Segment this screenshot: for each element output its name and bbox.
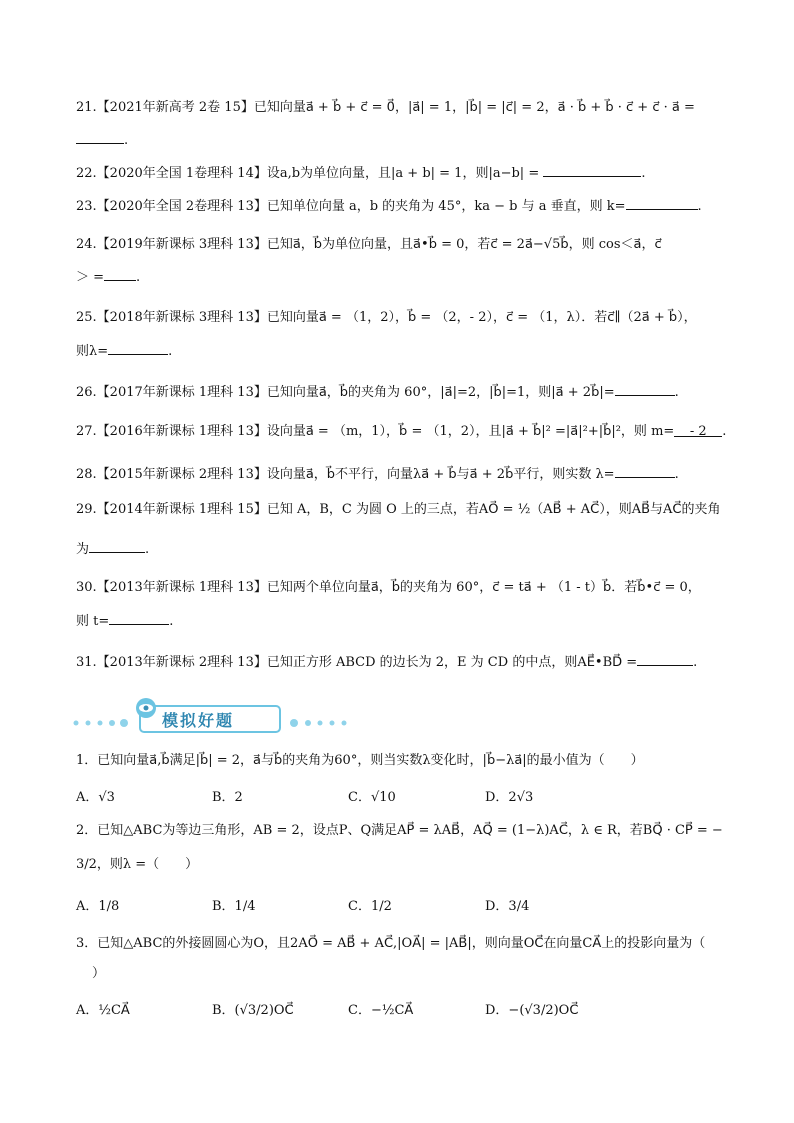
sim-problem-1-options [76, 790, 716, 808]
problem-31-end: . [693, 655, 698, 670]
sim-problem-3-cont [92, 966, 105, 982]
problem-30-cont-text: 则 t= [76, 614, 110, 629]
problem-28-end: . [674, 467, 679, 482]
answer-blank[interactable] [104, 268, 136, 281]
answer-blank[interactable] [108, 342, 168, 355]
option-c[interactable]: C．√10 [348, 790, 396, 805]
problem-22-text: 22.【2020年全国 1卷理科 14】设a,b为单位向量，且|a + b| = 1，则|a−b| = [76, 166, 540, 181]
answer-blank[interactable] [626, 197, 698, 210]
problem-29-text: 29.【2014年新课标 1理科 15】已知 A，B，C 为圆 O 上的三点，若AO⃗ = ½（AB⃗ + AC⃗），则AB⃗与AC⃗的夹角 [76, 502, 721, 517]
problem-28-text: 28.【2015年新课标 2理科 13】设向量a⃗，b⃗不平行，向量λa⃗ + b⃗与a⃗ + 2b⃗平行，则实数 λ= [76, 467, 615, 482]
sim-problem-3-text: 3．已知△ABC的外接圆圆心为O，且2AO⃗ = AB⃗ + AC⃗,|OA⃗| = |AB⃗|，则向量OC⃗在向量CA⃗上的投影向量为（ [76, 936, 706, 951]
option-a[interactable]: A．1/8 [76, 899, 120, 914]
answer-blank[interactable] [89, 540, 145, 553]
problem-26-end: . [674, 385, 679, 400]
option-d[interactable]: D．−(√3/2)OC⃗ [485, 1003, 579, 1018]
problem-25-cont [76, 342, 172, 360]
problem-29 [76, 502, 721, 518]
option-b[interactable]: B．1/4 [212, 899, 256, 914]
sim-problem-2-text: 2．已知△ABC为等边三角形，AB = 2，设点P、Q满足AP⃗ = λAB⃗，AQ⃗ = (1−λ)AC⃗，λ ∈ R，若BQ⃗ · CP⃗ = − [76, 823, 723, 838]
problem-23-text: 23.【2020年全国 2卷理科 13】已知单位向量 a，b 的夹角为 45°，ka − b 与 a 垂直，则 k= [76, 199, 626, 214]
problem-24-text: 24.【2019年新课标 3理科 13】已知a⃗，b⃗为单位向量，且a⃗•b⃗ = 0，若c⃗ = 2a⃗−√5b⃗，则 cos＜a⃗，c⃗ [76, 237, 662, 252]
option-b[interactable]: B．2 [212, 790, 243, 805]
problem-31-text: 31.【2013年新课标 2理科 13】已知正方形 ABCD 的边长为 2，E 为 CD 的中点，则AE⃗•BD⃗ = [76, 655, 638, 670]
sim-problem-3-options [76, 1003, 716, 1021]
section-banner [66, 696, 366, 736]
sim-problem-3 [76, 936, 705, 952]
answer-blank[interactable] [109, 612, 169, 625]
problem-21-cont [76, 131, 128, 149]
sim-problem-1-text: 1．已知向量a⃗,b⃗满足|b⃗| = 2，a⃗与b⃗的夹角为60°，则当实数λ变化时，|b⃗−λa⃗|的最小值为（ ） [76, 753, 644, 768]
problem-30-cont [76, 612, 173, 630]
problem-29-cont [76, 540, 149, 558]
option-c[interactable]: C．−½CA⃗ [348, 1003, 414, 1018]
problem-30-end: . [169, 614, 174, 629]
sim-problem-2-cont-text: 3/2，则λ =（ ） [76, 857, 199, 872]
problem-28 [76, 465, 679, 483]
sim-problem-2-cont [76, 857, 198, 873]
problem-25 [76, 310, 697, 326]
problem-24 [76, 237, 662, 253]
problem-23 [76, 197, 702, 215]
problem-29-cont-text: 为 [76, 542, 90, 557]
problem-25-text: 25.【2018年新课标 3理科 13】已知向量a⃗ = （1，2），b⃗ = （2，- 2），c⃗ = （1，λ）．若c⃗∥（2a⃗ + b⃗）， [76, 310, 697, 325]
problem-24-cont [76, 268, 140, 286]
problem-24-end: . [136, 270, 141, 285]
problem-30-text: 30.【2013年新课标 1理科 13】已知两个单位向量a⃗，b⃗的夹角为 60°，c⃗ = ta⃗ + （1 - t）b⃗．若b⃗•c⃗ = 0， [76, 580, 701, 595]
problem-21-text: 21.【2021年新高考 2卷 15】已知向量a⃗ + b⃗ + c⃗ = 0⃗，|a⃗| = 1，|b⃗| = |c⃗| = 2，a⃗ · b⃗ + b⃗ · c⃗ + c⃗ · a⃗ = [76, 100, 695, 115]
problem-31 [76, 653, 697, 671]
problem-26-text: 26.【2017年新课标 1理科 13】已知向量a⃗，b⃗的夹角为 60°，|a⃗|=2，|b⃗|=1，则|a⃗ + 2b⃗|= [76, 385, 615, 400]
problem-21-end: . [124, 133, 129, 148]
answer-blank[interactable] [76, 131, 124, 144]
sim-problem-2-options [76, 899, 716, 917]
problem-21 [76, 100, 695, 116]
answer-filled: - 2 [674, 424, 722, 437]
answer-blank[interactable] [543, 164, 641, 177]
eye-icon [136, 698, 156, 718]
problem-29-end: . [145, 542, 150, 557]
answer-blank[interactable] [637, 653, 693, 666]
option-c[interactable]: C．1/2 [348, 899, 392, 914]
problem-23-end: . [697, 199, 702, 214]
sim-problem-1 [76, 753, 644, 769]
sim-problem-2 [76, 823, 723, 839]
option-b[interactable]: B．(√3/2)OC⃗ [212, 1003, 294, 1018]
problem-25-cont-text: 则λ= [76, 344, 109, 359]
option-a[interactable]: A．½CA⃗ [76, 1003, 130, 1018]
option-a[interactable]: A．√3 [76, 790, 115, 805]
problem-27 [76, 424, 726, 440]
answer-blank[interactable] [615, 465, 675, 478]
problem-24-cont-text: ＞ = [76, 270, 105, 285]
sim-problem-3-cont-text: ） [92, 966, 106, 981]
problem-26 [76, 383, 679, 401]
problem-30 [76, 580, 701, 596]
problem-27-end: . [722, 424, 727, 439]
problem-25-end: . [168, 344, 173, 359]
option-d[interactable]: D．2√3 [485, 790, 534, 805]
problem-22 [76, 164, 646, 182]
section-title: 模拟好题 [162, 711, 235, 730]
problem-27-text: 27.【2016年新课标 1理科 13】设向量a⃗ = （m，1），b⃗ = （1，2），且|a⃗ + b⃗|² =|a⃗|²+|b⃗|²，则 m= [76, 424, 675, 439]
problem-22-end: . [641, 166, 646, 181]
answer-blank[interactable] [615, 383, 675, 396]
option-d[interactable]: D．3/4 [485, 899, 530, 914]
